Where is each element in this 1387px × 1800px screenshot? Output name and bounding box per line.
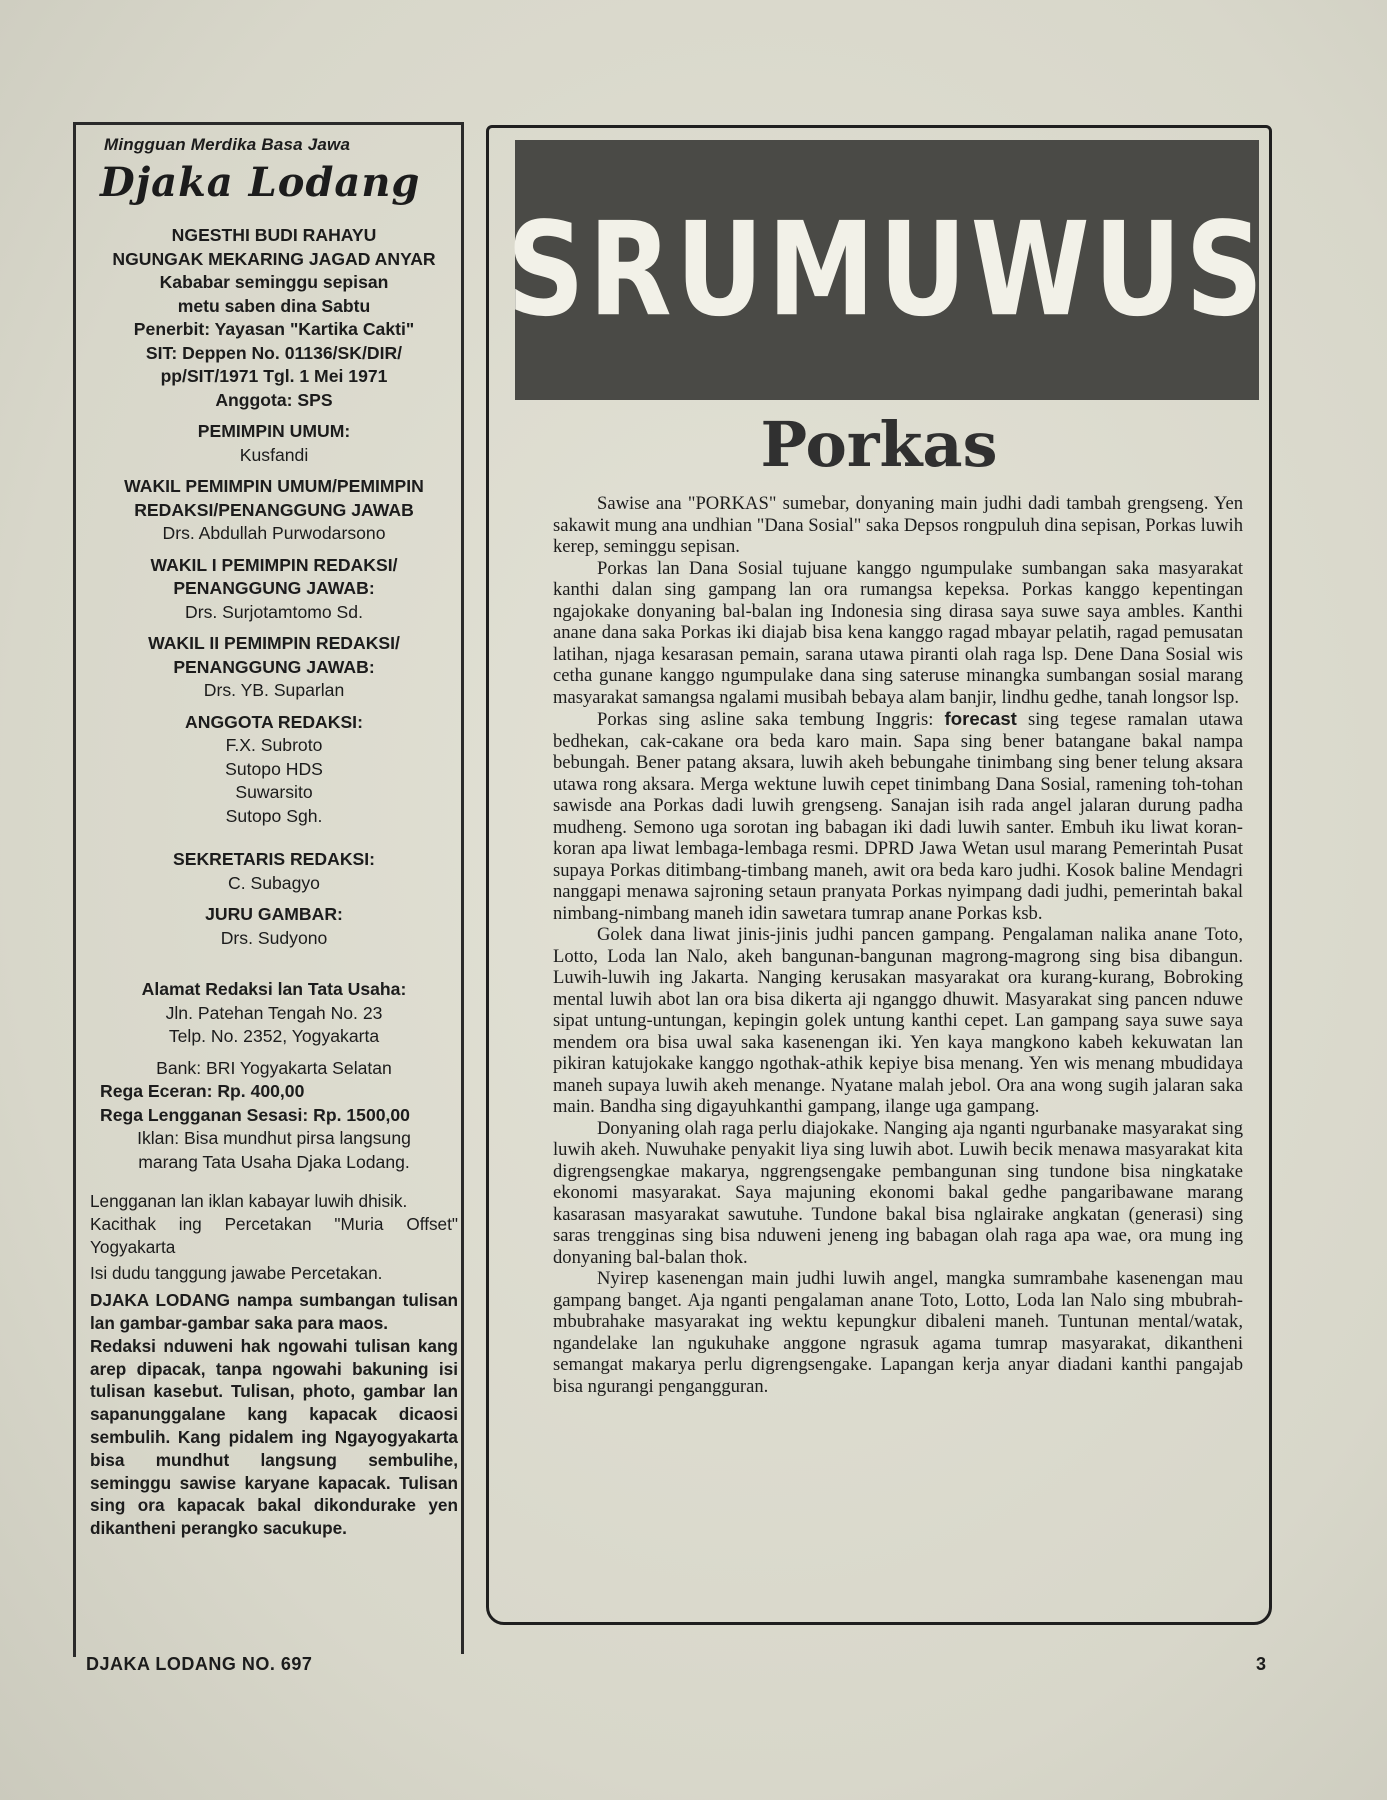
juru-gambar-name: Drs. Sudyono	[220, 927, 328, 948]
wakil-2-name: Drs. YB. Suparlan	[203, 680, 345, 700]
page-number: 3	[1256, 1654, 1267, 1674]
text-run: sing tegese ramalan utawa bedhekan, cak-cakane ora beda karo main. Sapa sing bener batangane bakal nampa bebungah. Bener patang aksara, luwih akeh bebungahe tinimbang sing bener telung aksara utawa rong aksara. Merga wektune luwih cepet tinimbang Dana Sosial, ramening toh-tohan sawisde ana Porkas dadi luwih grengseng. Sanajan isih rada angel jalaran durung padha mudheng. Semono uga sorotan ing babagan iki dadi luwih santer. Embuh iku liwat koran-koran apa liwat lembaga-lembaga resmi. DPRD Jawa Wetan usul marang Pemerintah Pusat supaya Porkas ditimbang-timbang maneh, awit ora beda karo judhi. Kosok baline Mendagri nanggapi menawa sajroning setaun pranyata Porkas nyimpang dadi judhi, pemerintah bakal nimbang-nimbang maneh idin sawetara tumrap anane Porkas ksb.	[553, 709, 1243, 924]
address-line-2: Telp. No. 2352, Yogyakarta	[168, 1026, 380, 1046]
anggota-redaksi-name: Suwarsito	[235, 782, 313, 802]
pemimpin-umum-name: Kusfandi	[239, 444, 309, 465]
sit-line-2: pp/SIT/1971 Tgl. 1 Mei 1971	[160, 366, 388, 386]
paragraph: Golek dana liwat jinis-jinis judhi pancen gampang. Pengalaman nalika anane Toto, Lotto, Loda lan Nalo, akeh bangunan-bangunan magrong-magrong sing bisa dibangun. Luwih-luwih ing Jakarta. Nanging kerusakan masyarakat ora kurang-kurang, Bobroking mental luwih abot lan ora bisa dikerta aji nganggo dhuwit. Masyarakat sing pancen nduwe sipat untung-untungan, kepingin golek untung kanthi cepet. Lan gampang saya suwe saya mendem ora bisa uwal saka kasenengan iki. Yen kaya mangkono kabeh kekuwatan lan pikiran katujokake kanggo ngothak-athik kepiye bisa menang. Yen wis menang mbudidaya maneh supaya luwih akeh menange. Nyatane malah jebol. Ora ana wong sugih jalaran saka main. Bandha sing digayuhkanthi gampang, ilange uga gampang.	[553, 924, 1243, 1117]
section-banner	[506, 140, 1268, 400]
sekretaris-title: SEKRETARIS REDAKSI:	[172, 849, 376, 869]
retail-price: Rega Eceran: Rp. 400,00	[100, 1081, 305, 1101]
publisher: Penerbit: Yayasan "Kartika Cakti"	[133, 319, 415, 339]
magazine-logo: Djaka Lodang	[100, 159, 421, 206]
motto-line-1: NGESTHI BUDI RAHAYU	[171, 225, 377, 245]
anggota-redaksi-name: F.X. Subroto	[225, 735, 323, 755]
issue-number: DJAKA LODANG NO. 697	[86, 1654, 313, 1674]
masthead-border	[73, 122, 76, 1657]
wakil-pemimpin-name: Drs. Abdullah Purwodarsono	[162, 523, 386, 543]
address-line-1: Jln. Patehan Tengah No. 23	[165, 1002, 383, 1023]
paragraph: Nyirep kasenengan main judhi luwih angel, mangka sumrambahe kasenengan mau gampang banget. Aja nganti pengalaman anane Toto, Lotto, Loda lan Nalo sing mbubrah-mbubrahake masyarakat ing wektu kepungkur dibaleni maneh. Tuntunan mental/watak, ngandelake lan ngukuhake anggone ngrasuk agama tumrap masyarakat, dikantheni semangat makarya perlu digrengsengake. Lapangan kerja anyar diadani kanthi pangajab bisa ngurangi pengangguran.	[553, 1268, 1243, 1397]
anggota-redaksi-name: Sutopo HDS	[225, 758, 323, 779]
address-title: Alamat Redaksi lan Tata Usaha:	[141, 979, 407, 999]
juru-gambar-title: JURU GAMBAR:	[205, 904, 343, 924]
bank-info: Bank: BRI Yogyakarta Selatan	[156, 1057, 392, 1078]
editorial-article	[486, 125, 1272, 1625]
article-body	[553, 493, 1243, 1397]
wakil-2-title-1: WAKIL II PEMIMPIN REDAKSI/	[148, 633, 400, 653]
article-headline: Porkas	[760, 408, 998, 481]
emphasized-word: forecast	[944, 708, 1017, 729]
masthead-tagline: Mingguan Merdika Basa Jawa	[104, 135, 351, 154]
payment-note: Lengganan lan iklan kabayar luwih dhisik.	[90, 1191, 408, 1211]
section-title: SRUMUWUS	[506, 195, 1268, 345]
contribution-note: DJAKA LODANG nampa sumbangan tulisan lan gambar-gambar saka para maos.	[90, 1290, 458, 1333]
printer-note: Kacithak ing Percetakan "Muria Offset" Yogyakarta	[90, 1213, 458, 1257]
pemimpin-umum-title: PEMIMPIN UMUM:	[197, 421, 351, 441]
paragraph: Sawise ana "PORKAS" sumebar, donyaning main judhi dadi tambah grengseng. Yen sakawit mung ana undhian "Dana Sosial" saka Depsos rongpuluh dina sepisan, Porkas luwih kerep, seminggu sepisan.	[553, 493, 1243, 557]
wakil-pemimpin-title-2: REDAKSI/PENANGGUNG JAWAB	[134, 499, 414, 520]
ads-info: Iklan: Bisa mundhut pirsa langsung marang Tata Usaha Djaka Lodang.	[137, 1128, 411, 1172]
anggota-redaksi-name: Sutopo Sgh.	[225, 805, 323, 826]
paragraph: Donyaning olah raga perlu diajokake. Nanging aja nganti ngurbanake masyarakat sing luwih akeh. Nuwuhake penyakit liya sing luwih abot. Luwih becik menawa masyarakat kita digrengsengkae makarya, nggrengsengake pembangunan sing tundone bisa ningkatake ekonomi masyarakat. Saya majuning ekonomi bakal gedhe pangaribawane marang kasarasan masyarakat sawutuhe. Tundone bakal bisa nglairake angkatan (generasi) sing saras trengginas sing bisa nduweni jeneng ing babagan olah raga apa wae, ora mung ing donyaning bal-balan thok.	[553, 1117, 1243, 1268]
paragraph	[553, 708, 1243, 924]
paragraph: Porkas lan Dana Sosial tujuane kanggo ngumpulake sumbangan saka masyarakat kanthi dalan sing gampang lan ora rumangsa kepeksa. Porkas kanggo kepentingan ngajokake donyaning bal-balan ing Indonesia sing dirasa saya suwe saya ambles. Kanthi anane dana saka Porkas iki diajab bisa kena kanggo ragad mbayar pelatih, ragad pemusatan latihan, njaga kesarasan pemain, sarana utawa piranti olah raga lsp. Dene Dana Sosial wis cetha gunane kanggo ngumpulake dana sing sateruse minangka sumbangan sosial marang masyarakat samangsa ngalami musibah bebaya alam banjir, lindhu gedhe, tanah longsor lsp.	[553, 557, 1243, 708]
printer-disclaimer: Isi dudu tanggung jawabe Percetakan.	[90, 1263, 383, 1284]
anggota-redaksi-title: ANGGOTA REDAKSI:	[185, 711, 363, 732]
wakil-pemimpin-title-1: WAKIL PEMIMPIN UMUM/PEMIMPIN	[124, 476, 424, 496]
masthead-column	[76, 122, 464, 1654]
subscription-price: Rega Lengganan Sesasi: Rp. 1500,00	[100, 1104, 410, 1125]
editorial-policy: Redaksi nduweni hak ngowahi tulisan kang arep dipacak, tanpa ngowahi bakuning isi tulisan kasebut. Tulisan, photo, gambar lan sapanunggalane kang kapacak dicaosi sembulih. Kang pidalem ing Ngayogyakarta bisa mundhut langsung sembulihe, seminggu sawise karyane kapacak. Tulisan sing ora kapacak bakal dikondurake yen dikantheni perangko sacukupe.	[90, 1335, 458, 1539]
frequency-line-2: metu saben dina Sabtu	[177, 295, 371, 316]
masthead-content	[90, 135, 458, 1540]
wakil-1-title-2: PENANGGUNG JAWAB:	[173, 578, 375, 598]
motto-line-2: NGUNGAK MEKARING JAGAD ANYAR	[112, 248, 436, 269]
sit-line-1: SIT: Deppen No. 01136/SK/DIR/	[145, 342, 403, 363]
text-run: Porkas sing asline saka tembung Inggris:	[597, 709, 945, 730]
wakil-1-name: Drs. Surjotamtomo Sd.	[185, 601, 363, 622]
membership: Anggota: SPS	[215, 389, 333, 410]
wakil-1-title-1: WAKIL I PEMIMPIN REDAKSI/	[150, 554, 398, 575]
frequency-line-1: Kababar seminggu sepisan	[159, 272, 389, 292]
wakil-2-title-2: PENANGGUNG JAWAB:	[173, 656, 375, 677]
sekretaris-name: C. Subagyo	[228, 872, 320, 893]
